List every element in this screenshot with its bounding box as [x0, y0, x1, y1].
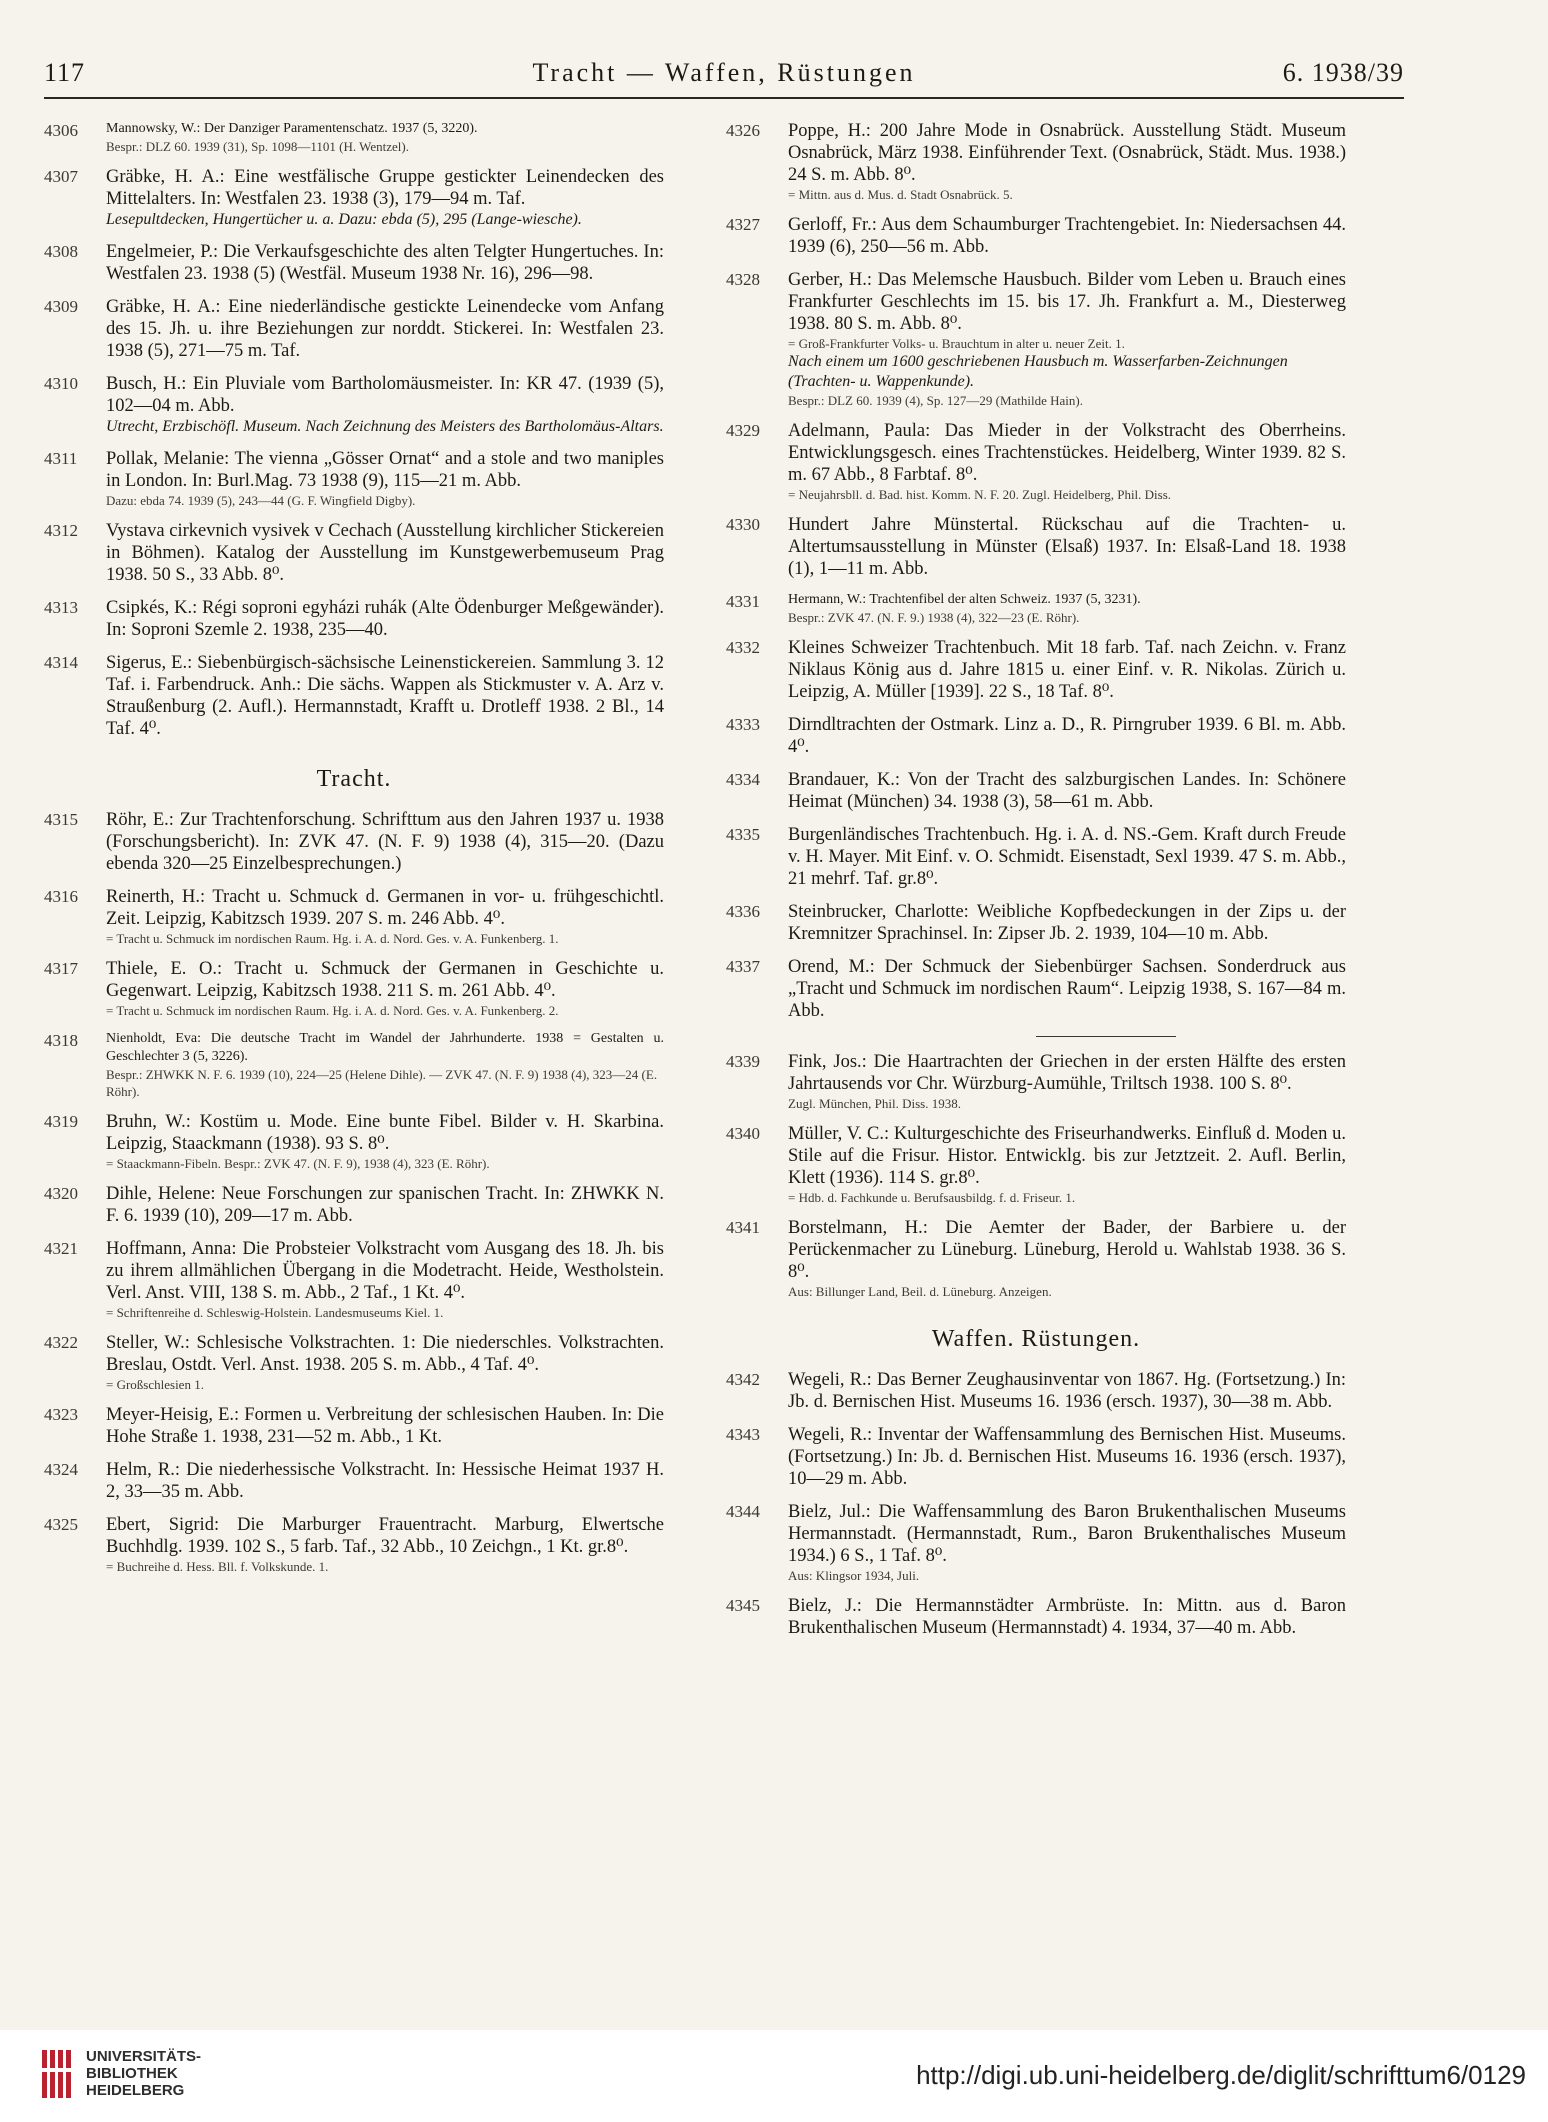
entry-note: Bespr.: ZHWKK N. F. 6. 1939 (10), 224—25 (Helene Dihle). — ZVK 47. (N. F. 9) 1938 (4), 323—24 (E. Röhr). [106, 1067, 658, 1099]
entry-number: 4335 [726, 825, 760, 844]
entry-number: 4337 [726, 957, 760, 976]
bibliography-entry [44, 1183, 664, 1227]
bibliography-entry [726, 956, 1346, 1022]
entry-number: 4339 [726, 1052, 760, 1071]
section-year: 6. 1938/39 [1282, 58, 1404, 87]
footer [0, 2030, 1548, 2122]
bibliography-entry [726, 1595, 1346, 1639]
entry-citation: Gerloff, Fr.: Aus dem Schaumburger Trachtengebiet. In: Niedersachsen 44. 1939 (6), 250—56 m. Abb. [788, 215, 1346, 257]
entry-citation: Steinbrucker, Charlotte: Weibliche Kopfbedeckungen in der Zips u. der Kremnitzer Sprachinsel. In: Zipser Jb. 2. 1939, 104—10 m. Abb. [788, 902, 1346, 944]
entry-number: 4312 [44, 521, 78, 540]
bibliography-entry [726, 824, 1346, 890]
bibliography-entry [44, 1332, 664, 1393]
bibliography-entry [44, 120, 664, 155]
bibliography-entry [726, 420, 1346, 503]
bibliography-entry [44, 520, 664, 586]
bibliography-entry [726, 1424, 1346, 1490]
bibliography-entry [726, 714, 1346, 758]
entry-citation: Engelmeier, P.: Die Verkaufsgeschichte des alten Telgter Hungertuches. In: Westfalen 23. 1938 (5) (Westfäl. Museum 1938 Nr. 16), 296—98. [106, 242, 664, 284]
entry-number: 4344 [726, 1502, 760, 1521]
entry-note: Dazu: ebda 74. 1939 (5), 243—44 (G. F. Wingfield Digby). [106, 493, 416, 508]
section-heading: Tracht. [316, 766, 392, 792]
entry-citation: Wegeli, R.: Inventar der Waffensammlung des Bernischen Hist. Museums. (Fortsetzung.) In: Jb. d. Bernischen Hist. Museums 16. 1936 (ersch. 1937), 10—29 m. Abb. [788, 1425, 1346, 1489]
entry-number: 4306 [44, 121, 78, 140]
entry-citation: Bielz, J.: Die Hermannstädter Armbrüste. In: Mittn. aus d. Baron Brukenthalischen Museum (Hermannstadt) 4. 1934, 37—40 m. Abb. [788, 1596, 1346, 1638]
entry-number: 4332 [726, 638, 760, 657]
entry-citation: Adelmann, Paula: Das Mieder in der Volkstracht des Oberrheins. Entwicklungsgesch. eines Trachtenstückes. Heidelberg, Winter 1939. 82 S. m. 67 Abb., 8 Farbtaf. 8⁰. [788, 421, 1346, 485]
entry-note: Bespr.: ZVK 47. (N. F. 9.) 1938 (4), 322—23 (E. Röhr). [788, 610, 1080, 625]
entry-citation: Mannowsky, W.: Der Danziger Paramentenschatz. 1937 (5, 3220). [106, 121, 478, 136]
entry-citation: Hoffmann, Anna: Die Probsteier Volkstracht vom Ausgang des 18. Jh. bis zu ihrem allmählichen Übergang in die Modetracht. Heide, Westholstein. Verl. Anst. VIII, 138 S. m. Abb., 2 Taf., 1 Kt. 4⁰. [106, 1239, 664, 1303]
entry-number: 4345 [726, 1596, 760, 1615]
bibliography-entry [726, 120, 1346, 203]
entry-annotation: Lesepultdecken, Hungertücher u. a. Dazu: ebda (5), 295 (Lange-wiesche). [106, 211, 582, 228]
entry-citation: Hundert Jahre Münstertal. Rückschau auf die Trachten- u. Altertumsausstellung in Münster (Elsaß) 1937. In: Elsaß-Land 18. 1938 (1), 1—11 m. Abb. [788, 515, 1346, 579]
entry-citation: Orend, M.: Der Schmuck der Siebenbürger Sachsen. Sonderdruck aus „Tracht und Schmuck im nordischen Raum“. Leipzig 1938, S. 167—84 m. Abb. [788, 957, 1346, 1021]
bibliography-entry [44, 241, 664, 285]
entry-number: 4322 [44, 1333, 78, 1352]
bibliography-entry [726, 1501, 1346, 1584]
entry-note: = Schriftenreihe d. Schleswig-Holstein. Landesmuseums Kiel. 1. [106, 1305, 444, 1320]
entry-note: = Buchreihe d. Hess. Bll. f. Volkskunde. 1. [106, 1559, 329, 1574]
entry-citation: Borstelmann, H.: Die Aemter der Bader, der Barbiere u. der Perückenmacher zu Lüneburg. Lüneburg, Herold u. Wahlstab 1938. 36 S. 8⁰. [788, 1218, 1346, 1282]
bibliography-entry [726, 514, 1346, 580]
entry-citation: Csipkés, K.: Régi soproni egyházi ruhák (Alte Ödenburger Meßgewänder). In: Soproni Szemle 2. 1938, 235—40. [106, 598, 664, 640]
entry-number: 4342 [726, 1370, 760, 1389]
entry-note: = Tracht u. Schmuck im nordischen Raum. Hg. i. A. d. Nord. Ges. v. A. Funkenberg. 1. [106, 931, 559, 946]
bibliography-entry [726, 214, 1346, 258]
entry-number: 4328 [726, 270, 760, 289]
entry-number: 4317 [44, 959, 78, 978]
entry-citation: Hermann, W.: Trachtenfibel der alten Schweiz. 1937 (5, 3231). [788, 592, 1141, 607]
university-logo-icon [40, 2048, 76, 2100]
bibliography-entry [726, 1369, 1346, 1413]
library-line-2: BIBLIOTHEK [86, 2065, 178, 2082]
entry-number: 4318 [44, 1031, 78, 1050]
entry-number: 4320 [44, 1184, 78, 1203]
entry-citation: Ebert, Sigrid: Die Marburger Frauentracht. Marburg, Elwertsche Buchhdlg. 1939. 102 S., 5 farb. Taf., 32 Abb., 10 Zeichgn., 1 Kt. gr.8⁰. [106, 1515, 664, 1557]
entry-citation: Gerber, H.: Das Melemsche Hausbuch. Bilder vom Leben u. Brauch eines Frankfurter Geschlechts im 15. bis 17. Jh. Frankfurt a. M., Diesterweg 1938. 80 S. m. Abb. 8⁰. [788, 270, 1346, 334]
library-line-3: HEIDELBERG [86, 2082, 185, 2099]
entry-note: = Groß-Frankfurter Volks- u. Brauchtum in alter u. neuer Zeit. 1. [788, 336, 1125, 351]
entry-citation: Gräbke, H. A.: Eine westfälische Gruppe gestickter Leinendecken des Mittelalters. In: Westfalen 23. 1938 (3), 179—94 m. Taf. [106, 167, 664, 209]
entry-citation: Müller, V. C.: Kulturgeschichte des Friseurhandwerks. Einfluß d. Moden u. Stile auf die Frisur. Histor. Entwicklg. bis zur Jetztzeit. 2. Aufl. Berlin, Klett (1936). 114 S. gr.8⁰. [788, 1124, 1346, 1188]
page-header [44, 58, 1404, 98]
entry-citation: Gräbke, H. A.: Eine niederländische gestickte Leinendecke vom Anfang des 15. Jh. u. ihre Beziehungen zur norddt. Stickerei. In: Westfalen 23. 1938 (5), 271—75 m. Taf. [106, 297, 664, 361]
entry-annotation: Utrecht, Erzbischöfl. Museum. Nach Zeichnung des Meisters des Bartholomäus-Altars. [106, 418, 664, 435]
bibliography-entry [44, 886, 664, 947]
entry-citation: Pollak, Melanie: The vienna „Gösser Ornat“ and a stole and two maniples in London. In: Burl.Mag. 73 1938 (9), 115—21 m. Abb. [106, 449, 664, 491]
entry-review-note: Bespr.: DLZ 60. 1939 (4), Sp. 127—29 (Mathilde Hain). [788, 393, 1083, 408]
entry-citation: Nienholdt, Eva: Die deutsche Tracht im Wandel der Jahrhunderte. 1938 = Gestalten u. Geschlechter 3 (5, 3226). [106, 1031, 664, 1064]
entry-number: 4310 [44, 374, 78, 393]
source-url-link[interactable]: http://digi.ub.uni-heidelberg.de/diglit/schrifttum6/0129 [916, 2060, 1526, 2090]
entry-number: 4309 [44, 297, 78, 316]
bibliography-entry [44, 1111, 664, 1172]
entry-number: 4316 [44, 887, 78, 906]
bibliography-entry [44, 809, 664, 875]
entry-note: Aus: Klingsor 1934, Juli. [788, 1568, 920, 1583]
section-heading: Waffen. Rüstungen. [931, 1326, 1141, 1352]
entry-number: 4315 [44, 810, 78, 829]
entry-number: 4314 [44, 653, 78, 672]
entry-number: 4319 [44, 1112, 78, 1131]
entry-citation: Thiele, E. O.: Tracht u. Schmuck der Germanen in Geschichte u. Gegenwart. Leipzig, Kabitzsch 1938. 211 S. m. 261 Abb. 4⁰. [106, 959, 664, 1001]
entry-citation: Kleines Schweizer Trachtenbuch. Mit 18 farb. Taf. nach Zeichn. v. Franz Niklaus König aus d. Jahre 1815 u. einer Einf. v. R. Nikolas. Zürich u. Leipzig, A. Müller [1939]. 22 S., 18 Taf. 8⁰. [788, 638, 1346, 702]
bibliography-entry [44, 166, 664, 230]
entry-number: 4313 [44, 598, 78, 617]
entry-citation: Bruhn, W.: Kostüm u. Mode. Eine bunte Fibel. Bilder v. H. Skarbina. Leipzig, Staackmann (1938). 93 S. 8⁰. [106, 1112, 664, 1154]
entry-citation: Dirndltrachten der Ostmark. Linz a. D., R. Pirngruber 1939. 6 Bl. m. Abb. 4⁰. [788, 715, 1346, 757]
entry-citation: Röhr, E.: Zur Trachtenforschung. Schrifttum aus den Jahren 1937 u. 1938 (Forschungsbericht). In: ZVK 47. (N. F. 9) 1938 (4), 315—20. (Dazu ebenda 320—25 Einzelbesprechungen.) [106, 810, 664, 874]
bibliography-entry [44, 1030, 664, 1100]
left-column [44, 120, 664, 1586]
entry-note: Bespr.: DLZ 60. 1939 (31), Sp. 1098—1101 (H. Wentzel). [106, 139, 409, 154]
entry-citation: Helm, R.: Die niederhessische Volkstracht. In: Hessische Heimat 1937 H. 2, 33—35 m. Abb. [106, 1460, 664, 1502]
entry-note: Zugl. München, Phil. Diss. 1938. [788, 1096, 961, 1111]
entry-number: 4336 [726, 902, 760, 921]
entry-number: 4327 [726, 215, 760, 234]
entry-citation: Poppe, H.: 200 Jahre Mode in Osnabrück. Ausstellung Städt. Museum Osnabrück, März 1938. Einführender Text. (Osnabrück, Städt. Mus. 1938.) 24 S. m. Abb. 8⁰. [788, 121, 1346, 185]
entry-number: 4326 [726, 121, 760, 140]
bibliography-entry [726, 1123, 1346, 1206]
bibliography-entry [726, 269, 1346, 409]
bibliography-entry [44, 597, 664, 641]
bibliography-entry [44, 652, 664, 740]
entry-citation: Fink, Jos.: Die Haartrachten der Griechen in der ersten Hälfte des ersten Jahrtausends vor Chr. Würzburg-Aumühle, Triltsch 1938. 100 S. 8⁰. [788, 1052, 1346, 1094]
entry-citation: Brandauer, K.: Von der Tracht des salzburgischen Landes. In: Schönere Heimat (München) 34. 1938 (3), 58—61 m. Abb. [788, 770, 1346, 812]
bibliography-entry [726, 637, 1346, 703]
entry-number: 4343 [726, 1425, 760, 1444]
entry-annotation: Nach einem um 1600 geschriebenen Hausbuch m. Wasserfarben-Zeichnungen (Trachten- u. Wappenkunde). [788, 353, 1288, 390]
library-name [86, 2048, 201, 2099]
entry-citation: Vystava cirkevnich vysivek v Cechach (Ausstellung kirchlicher Stickereien in Böhmen). Katalog der Ausstellung im Kunstgewerbemuseum Prag 1938. 50 S., 33 Abb. 8⁰. [106, 521, 664, 585]
header-rule [44, 97, 1404, 99]
entry-citation: Steller, W.: Schlesische Volkstrachten. 1: Die niederschles. Volkstrachten. Breslau, Ostdt. Verl. Anst. 1938. 205 S. m. Abb., 4 Taf. 4⁰. [106, 1333, 664, 1375]
bibliography-entry [726, 901, 1346, 945]
entry-number: 4329 [726, 421, 760, 440]
entry-number: 4325 [44, 1515, 78, 1534]
entry-number: 4323 [44, 1405, 78, 1424]
entry-citation: Wegeli, R.: Das Berner Zeughausinventar von 1867. Hg. (Fortsetzung.) In: Jb. d. Bernischen Hist. Museums 16. 1936 (ersch. 1937), 30—38 m. Abb. [788, 1370, 1346, 1412]
bibliography-entry [726, 769, 1346, 813]
entry-number: 4341 [726, 1218, 760, 1237]
entry-number: 4324 [44, 1460, 78, 1479]
section-separator [1036, 1036, 1176, 1037]
bibliography-entry [44, 373, 664, 437]
entry-citation: Dihle, Helene: Neue Forschungen zur spanischen Tracht. In: ZHWKK N. F. 6. 1939 (10), 209—17 m. Abb. [106, 1184, 664, 1226]
page-number: 117 [44, 58, 86, 87]
entry-number: 4334 [726, 770, 760, 789]
bibliography-entry [44, 1238, 664, 1321]
entry-note: = Neujahrsbll. d. Bad. hist. Komm. N. F. 20. Zugl. Heidelberg, Phil. Diss. [788, 487, 1172, 502]
bibliography-entry [726, 591, 1346, 626]
library-line-1: UNIVERSITÄTS- [86, 2048, 202, 2065]
bibliography-entry [44, 296, 664, 362]
entry-number: 4340 [726, 1124, 760, 1143]
entry-number: 4333 [726, 715, 760, 734]
entry-note: = Großschlesien 1. [106, 1377, 204, 1392]
bibliography-entry [44, 448, 664, 509]
bibliography-entry [44, 958, 664, 1019]
entry-number: 4330 [726, 515, 760, 534]
bibliography-entry [44, 1459, 664, 1503]
bibliography-entry [44, 1404, 664, 1448]
entry-citation: Burgenländisches Trachtenbuch. Hg. i. A. d. NS.-Gem. Kraft durch Freude v. H. Mayer. Mit Einf. v. O. Schmidt. Eisenstadt, Sexl 1939. 47 S. m. Abb., 21 mehrf. Taf. gr.8⁰. [788, 825, 1346, 889]
bibliography-entry [726, 1217, 1346, 1300]
entry-number: 4307 [44, 167, 78, 186]
entry-number: 4311 [44, 449, 78, 468]
entry-note: = Staackmann-Fibeln. Bespr.: ZVK 47. (N. F. 9), 1938 (4), 323 (E. Röhr). [106, 1156, 490, 1171]
entry-citation: Busch, H.: Ein Pluviale vom Bartholomäusmeister. In: KR 47. (1939 (5), 102—04 m. Abb. [106, 374, 664, 416]
entry-number: 4308 [44, 242, 78, 261]
entry-citation: Bielz, Jul.: Die Waffensammlung des Baron Brukenthalischen Museums Hermannstadt. (Hermannstadt, Rum., Baron Brukenthalisches Museum 1934.) 6 S., 1 Taf. 8⁰. [788, 1502, 1346, 1566]
entry-number: 4331 [726, 592, 760, 611]
bibliography-entry [726, 1051, 1346, 1112]
page-title: Tracht — Waffen, Rüstungen [532, 58, 916, 87]
entry-citation: Sigerus, E.: Siebenbürgisch-sächsische Leinenstickereien. Sammlung 3. 12 Taf. i. Farbendruck. Anh.: Die sächs. Wappen als Stickmuster v. A. Arz v. Straußenburg (2. Aufl.). Hermannstadt, Krafft u. Drotleff 1938. 2 Bl., 14 Taf. 4⁰. [106, 653, 664, 739]
right-column [726, 120, 1346, 1650]
entry-note: Aus: Billunger Land, Beil. d. Lüneburg. Anzeigen. [788, 1284, 1052, 1299]
entry-note: = Tracht u. Schmuck im nordischen Raum. Hg. i. A. d. Nord. Ges. v. A. Funkenberg. 2. [106, 1003, 559, 1018]
bibliography-entry [44, 1514, 664, 1575]
entry-citation: Reinerth, H.: Tracht u. Schmuck d. Germanen in vor- u. frühgeschichtl. Zeit. Leipzig, Kabitzsch 1939. 207 S. m. 246 Abb. 4⁰. [106, 887, 664, 929]
entry-note: = Mittn. aus d. Mus. d. Stadt Osnabrück. 5. [788, 187, 1013, 202]
entry-citation: Meyer-Heisig, E.: Formen u. Verbreitung der schlesischen Hauben. In: Die Hohe Straße 1. 1938, 231—52 m. Abb., 1 Kt. [106, 1405, 664, 1447]
entry-note: = Hdb. d. Fachkunde u. Berufsausbildg. f. d. Friseur. 1. [788, 1190, 1076, 1205]
entry-number: 4321 [44, 1239, 78, 1258]
